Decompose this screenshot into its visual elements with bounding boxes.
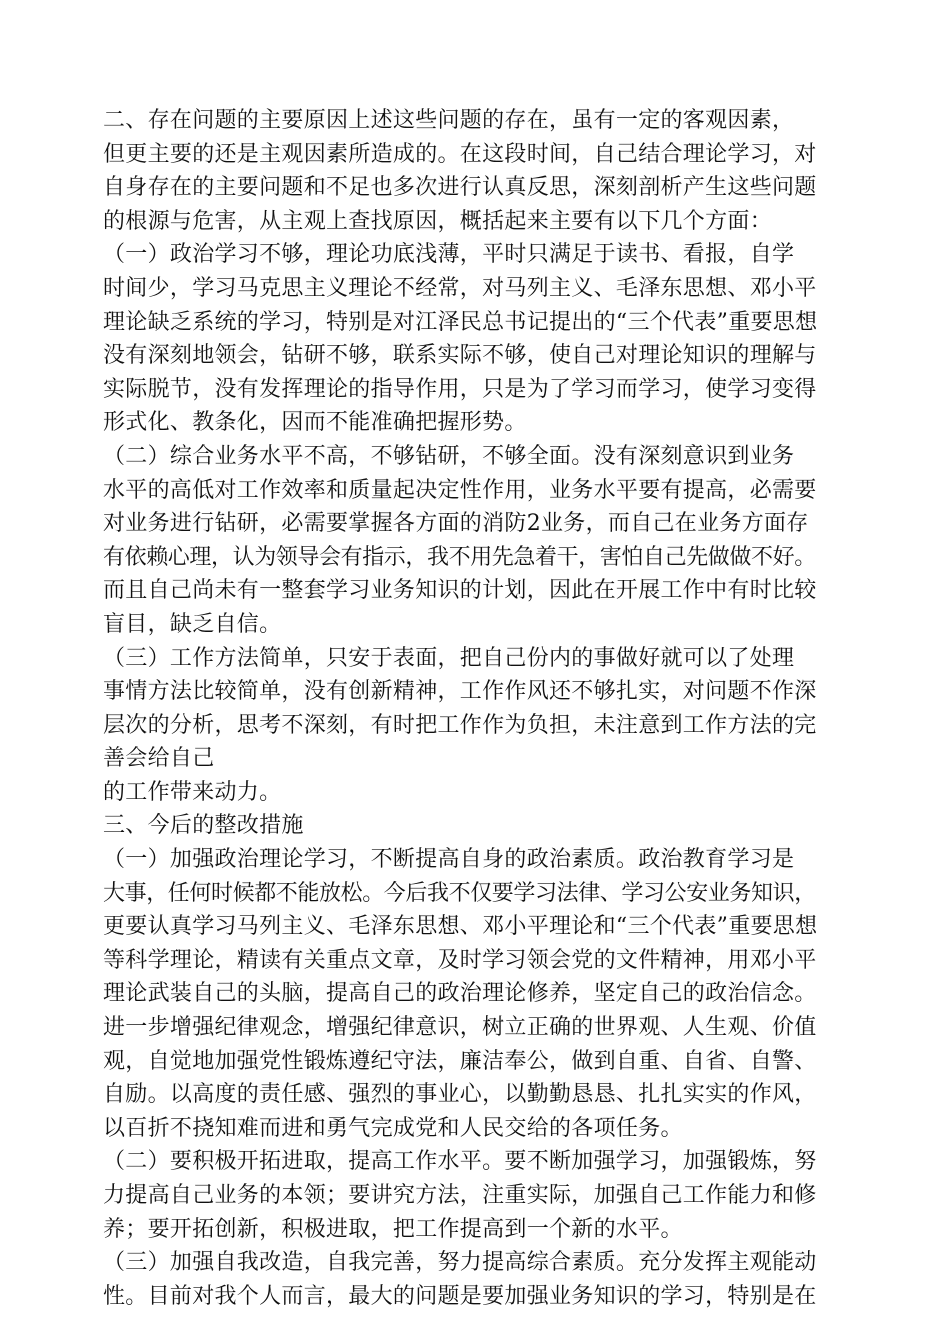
text-line: 的工作带来动力。 [103, 779, 282, 805]
text-line: 事情方法比较简单，没有创新精神，工作作风还不够扎实，对问题不作深 [103, 679, 817, 705]
text-line: 有依赖心理，认为领导会有指示，我不用先急着干，害怕自己先做做不好。 [103, 544, 816, 570]
text-line: 二、存在问题的主要原因上述这些问题的存在，虽有一定的客观因素， [103, 108, 795, 133]
text-line: 没有深刻地领会，钻研不够，联系实际不够，使自己对理论知识的理解与 [103, 343, 817, 369]
text-line: 大事，任何时候都不能放松。今后我不仅要学习法律、学习公安业务知识， [103, 880, 816, 906]
text-line: （二）要积极开拓进取，提高工作水平。要不断加强学习，加强锻炼，努 [103, 1149, 817, 1175]
text-line: 层次的分析，思考不深刻，有时把工作作为负担，未注意到工作方法的完 [103, 712, 817, 738]
text-line: （一）政治学习不够，理论功底浅薄，平时只满足于读书、看报，自学 [103, 242, 795, 268]
text-line: 进一步增强纪律观念，增强纪律意识，树立正确的世界观、人生观、价值 [103, 1015, 817, 1041]
text-line: 水平的高低对工作效率和质量起决定性作用，业务水平要有提高，必需要 [103, 477, 817, 503]
text-line: （三）加强自我改造，自我完善，努力提高综合素质。充分发挥主观能动 [103, 1250, 817, 1276]
text-line: 实际脱节，没有发挥理论的指导作用，只是为了学习而学习，使学习变得 [103, 376, 817, 402]
text-line: 理论缺乏系统的学习，特别是对江泽民总书记提出的“三个代表”重要思想 [103, 309, 818, 335]
text-line: 观，自觉地加强党性锻炼遵纪守法，廉洁奉公，做到自重、自省、自警、 [103, 1048, 817, 1074]
text-line: 自身存在的主要问题和不足也多次进行认真反思，深刻剖析产生这些问题 [103, 175, 817, 201]
text-line: 自励。以高度的责任感、强烈的事业心，以勤勤恳恳、扎扎实实的作风， [103, 1082, 817, 1108]
text-line: 时间少，学习马克思主义理论不经常，对马列主义、毛泽东思想、邓小平 [103, 275, 817, 301]
text-line: 盲目，缺乏自信。 [103, 611, 282, 637]
text-line: 以百折不挠知难而进和勇气完成党和人民交给的各项任务。 [103, 1115, 683, 1141]
text-line: 形式化、教条化，因而不能准确把握形势。 [103, 410, 527, 436]
section-heading: 三、今后的整改措施 [103, 813, 304, 839]
text-line: （一）加强政治理论学习，不断提高自身的政治素质。政治教育学习是 [103, 847, 795, 873]
text-line: 而且自己尚未有一整套学习业务知识的计划，因此在开展工作中有时比较 [103, 578, 817, 604]
text-line: 的根源与危害，从主观上查找原因，概括起来主要有以下几个方面： [103, 208, 773, 234]
text-line: 养；要开拓创新，积极进取，把工作提高到一个新的水平。 [103, 1216, 683, 1242]
text-line: 理论武装自己的头脑，提高自己的政治理论修养，坚定自己的政治信念。 [103, 981, 817, 1007]
text-line: 力提高自己业务的本领；要讲究方法，注重实际，加强自己工作能力和修 [103, 1183, 817, 1208]
text-line: 更要认真学习马列主义、毛泽东思想、邓小平理论和“三个代表”重要思想 [103, 914, 818, 940]
text-line: 但更主要的还是主观因素所造成的。在这段时间，自己结合理论学习，对 [103, 141, 817, 167]
text-line: 对业务进行钻研，必需要掌握各方面的消防2业务，而自己在业务方面存 [103, 511, 809, 537]
text-line: （三）工作方法简单，只安于表面，把自己份内的事做好就可以了处理 [103, 645, 795, 671]
text-line: 善会给自己 [103, 746, 215, 772]
text-line: 性。目前对我个人而言，最大的问题是要加强业务知识的学习，特别是在 [103, 1283, 817, 1309]
document-body [103, 104, 883, 1313]
text-line: 等科学理论，精读有关重点文章，及时学习领会党的文件精神，用邓小平 [103, 947, 817, 973]
text-line: （二）综合业务水平不高，不够钻研，不够全面。没有深刻意识到业务 [103, 443, 795, 469]
